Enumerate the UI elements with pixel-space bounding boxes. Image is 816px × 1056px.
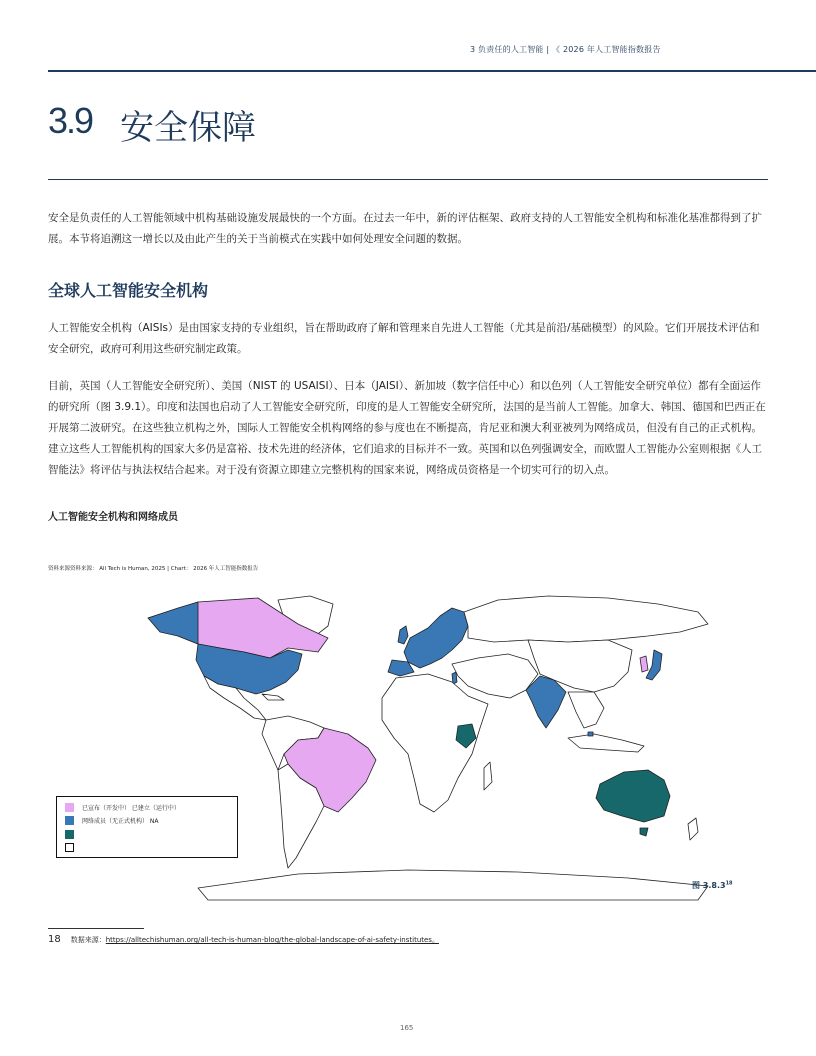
figure-label-text: 图 3.8.3	[692, 881, 726, 890]
figure-label-sup: 18	[725, 880, 733, 887]
map-korea	[640, 656, 648, 672]
map-alaska	[148, 602, 198, 644]
map-middle-east	[452, 654, 538, 698]
body-paragraph-2: 目前，英国（人工智能安全研究所）、美国（NIST 的 USAISI）、日本（JAISI）、新加坡（数字信任中心）和以色列（人工智能安全研究单位）都有全面运作的研究所（图 3.9.1）。印度和法国也启动了人工智能安全研究所，印度的是人工智能安全研究所，法国的是当前人工智能。加拿大、韩国、德国和巴西正在开展第二波研究。在这些独立机构之外，国际人工智能安全机构网络的参与度也在不断提高，肯尼亚和澳大利亚被列为网络成员，但没有自己的正式机构。建立这些人工智能机构的国家大多仍是富裕、技术先进的经济体，它们追求的目标并不一致。英国和以色列强调安全，而欧盟人工智能办公室则根据《人工智能法》将评估与执法权结合起来。对于没有资源立即建立完整机构的国家来说，网络成员资格是一个切实可行的切入点。	[48, 380, 766, 476]
section-divider	[48, 179, 768, 180]
footnote-rule	[48, 928, 144, 929]
map-europe	[404, 608, 468, 668]
map-russia	[464, 596, 708, 642]
page-number: 165	[400, 1024, 414, 1032]
map-new-zealand	[688, 818, 698, 840]
section-number: 3.9	[48, 100, 93, 141]
footnote-link[interactable]: https://alltechishuman.org/all-tech-is-human-blog/the-global-landscape-of-ai-safety-institutes。	[105, 936, 439, 944]
figure-label	[692, 880, 733, 891]
legend-item	[65, 830, 82, 839]
map-legend	[56, 796, 238, 858]
footnote-number: 18	[48, 934, 61, 945]
map-japan	[646, 650, 662, 680]
map-india	[526, 676, 566, 728]
legend-swatch-network	[65, 830, 74, 839]
map-madagascar	[484, 762, 492, 790]
legend-item	[65, 816, 159, 825]
footnote-prefix: 数据来源：	[70, 936, 106, 944]
header-rule	[48, 70, 816, 72]
footnote	[48, 934, 439, 945]
legend-swatch-none	[65, 843, 74, 852]
map-antarctica	[198, 870, 708, 900]
section-title: 安全保障	[120, 108, 256, 148]
running-header: 3 负责任的人工智能 | 《 2026 年人工智能指数报告	[470, 45, 661, 54]
intro-paragraph: 安全是负责任的人工智能领域中机构基础设施发展最快的一个方面。在过去一年中，新的评估框架、政府支持的人工智能安全机构和标准化基准都得到了扩展。本节将追溯这一增长以及由此产生的关于当前模式在实践中如何处理安全问题的数据。	[48, 212, 762, 245]
legend-swatch-announced	[65, 803, 74, 812]
world-map	[48, 578, 748, 908]
legend-item	[65, 803, 180, 812]
map-indonesia	[568, 734, 644, 752]
map-australia	[596, 770, 670, 822]
map-uk	[398, 626, 408, 644]
legend-label: 网络成员（无正式机构） NA	[82, 818, 159, 825]
subsection-heading: 全球人工智能安全机构	[48, 281, 209, 300]
map-singapore	[588, 732, 593, 736]
figure-title: 人工智能安全机构和网络成员	[48, 512, 178, 523]
legend-item	[65, 843, 82, 852]
map-caribbean	[262, 694, 284, 700]
body-paragraph-1: 人工智能安全机构（AISIs）是由国家支持的专业组织，旨在帮助政府了解和管理来自先进人工智能（尤其是前沿/基础模型）的风险。它们开展技术评估和安全研究，政府可利用这些研究制定政策。	[48, 322, 760, 355]
map-africa	[382, 674, 488, 812]
legend-label: 已宣布（开发中） 已建立（运行中）	[82, 805, 180, 812]
map-se-asia	[568, 692, 604, 728]
map-tasmania	[640, 828, 648, 836]
figure-source: 资料来源资料来源： All Tech is Human, 2025 | Chart： 2026 年人工智能指数报告	[48, 566, 259, 572]
